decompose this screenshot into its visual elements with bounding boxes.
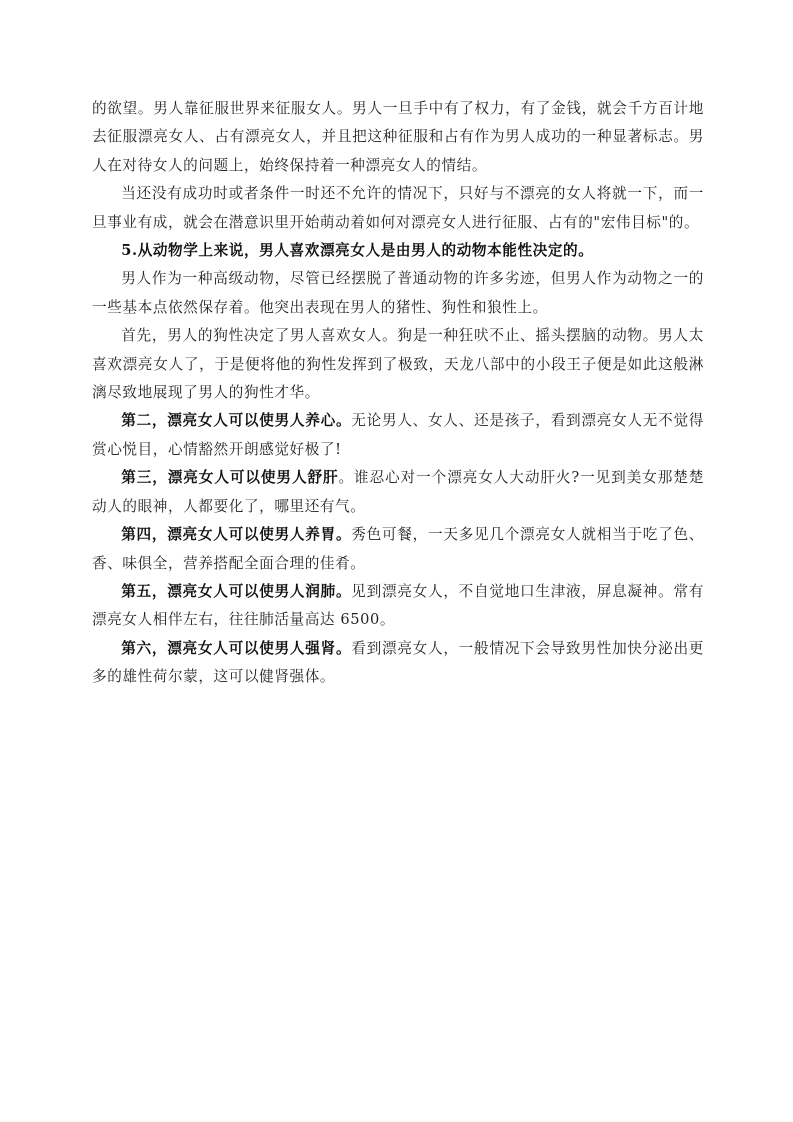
paragraph-text: 看到漂亮女人，一般情况下会导致男性加快分泌出更多的雄性荷尔蒙，这可以健肾强体。: [92, 639, 704, 686]
paragraph-point-fifth: [92, 578, 704, 635]
point-lead: 第四，漂亮女人可以使男人养胃。: [121, 526, 352, 544]
paragraph-text: 男人作为一种高级动物，尽管已经摆脱了普通动物的许多劣迹，但男人作为动物之一的一些基本点依然保存着。他突出表现在男人的猪性、狗性和狼性上。: [92, 270, 704, 316]
paragraph-dog-nature: [92, 322, 704, 407]
paragraph-text: 首先，男人的狗性决定了男人喜欢女人。狗是一种狂吠不止、摇头摆脑的动物。男人太喜欢漂亮女人了，于是便将他的狗性发挥到了极致，天龙八部中的小段王子便是如此这般淋漓尽致地展现了男人的狗性才华。: [92, 327, 704, 402]
document-page: [92, 95, 704, 692]
paragraph-text: 见到漂亮女人，不自觉地口生津液，屏息凝神。常有漂亮女人相伴左右，往往肺活量高达 6500。: [92, 582, 704, 629]
paragraph-text: 。谁忍心对一个漂亮女人大动肝火?一见到美女那楚楚动人的眼神，人都要化了，哪里还有气。: [92, 469, 704, 515]
section-heading-text: 5.从动物学上来说，男人喜欢漂亮女人是由男人的动物本能性决定的。: [121, 242, 594, 260]
paragraph-text: 无论男人、女人、还是孩子，看到漂亮女人无不觉得赏心悦目，心情豁然开朗感觉好极了!: [92, 412, 704, 458]
paragraph-point-sixth: [92, 635, 704, 692]
point-lead: 第二，漂亮女人可以使男人养心。: [121, 412, 352, 430]
point-lead: 第六，漂亮女人可以使男人强肾。: [121, 639, 352, 657]
paragraph-point-fourth: [92, 521, 704, 578]
paragraph-animal-nature: [92, 265, 704, 322]
paragraph-continuation: [92, 95, 704, 180]
paragraph-success-condition: [92, 180, 704, 237]
section-heading: [92, 237, 704, 265]
paragraph-text: 的欲望。男人靠征服世界来征服女人。男人一旦手中有了权力，有了金钱，就会千方百计地去征服漂亮女人、占有漂亮女人，并且把这种征服和占有作为男人成功的一种显著标志。男人在对待女人的问题上，始终保持着一种漂亮女人的情结。: [92, 100, 704, 174]
point-lead: 第五，漂亮女人可以使男人润肺。: [121, 582, 352, 600]
paragraph-point-third: [92, 464, 704, 521]
paragraph-text: 秀色可餐，一天多见几个漂亮女人就相当于吃了色、香、味俱全，营养搭配全面合理的佳肴。: [92, 526, 704, 572]
point-lead: 第三，漂亮女人可以使男人舒肝: [121, 469, 339, 487]
paragraph-point-second: [92, 407, 704, 464]
paragraph-text: 当还没有成功时或者条件一时还不允许的情况下，只好与不漂亮的女人将就一下，而一旦事业有成，就会在潜意识里开始萌动着如何对漂亮女人进行征服、占有的"宏伟目标"的。: [92, 185, 704, 231]
